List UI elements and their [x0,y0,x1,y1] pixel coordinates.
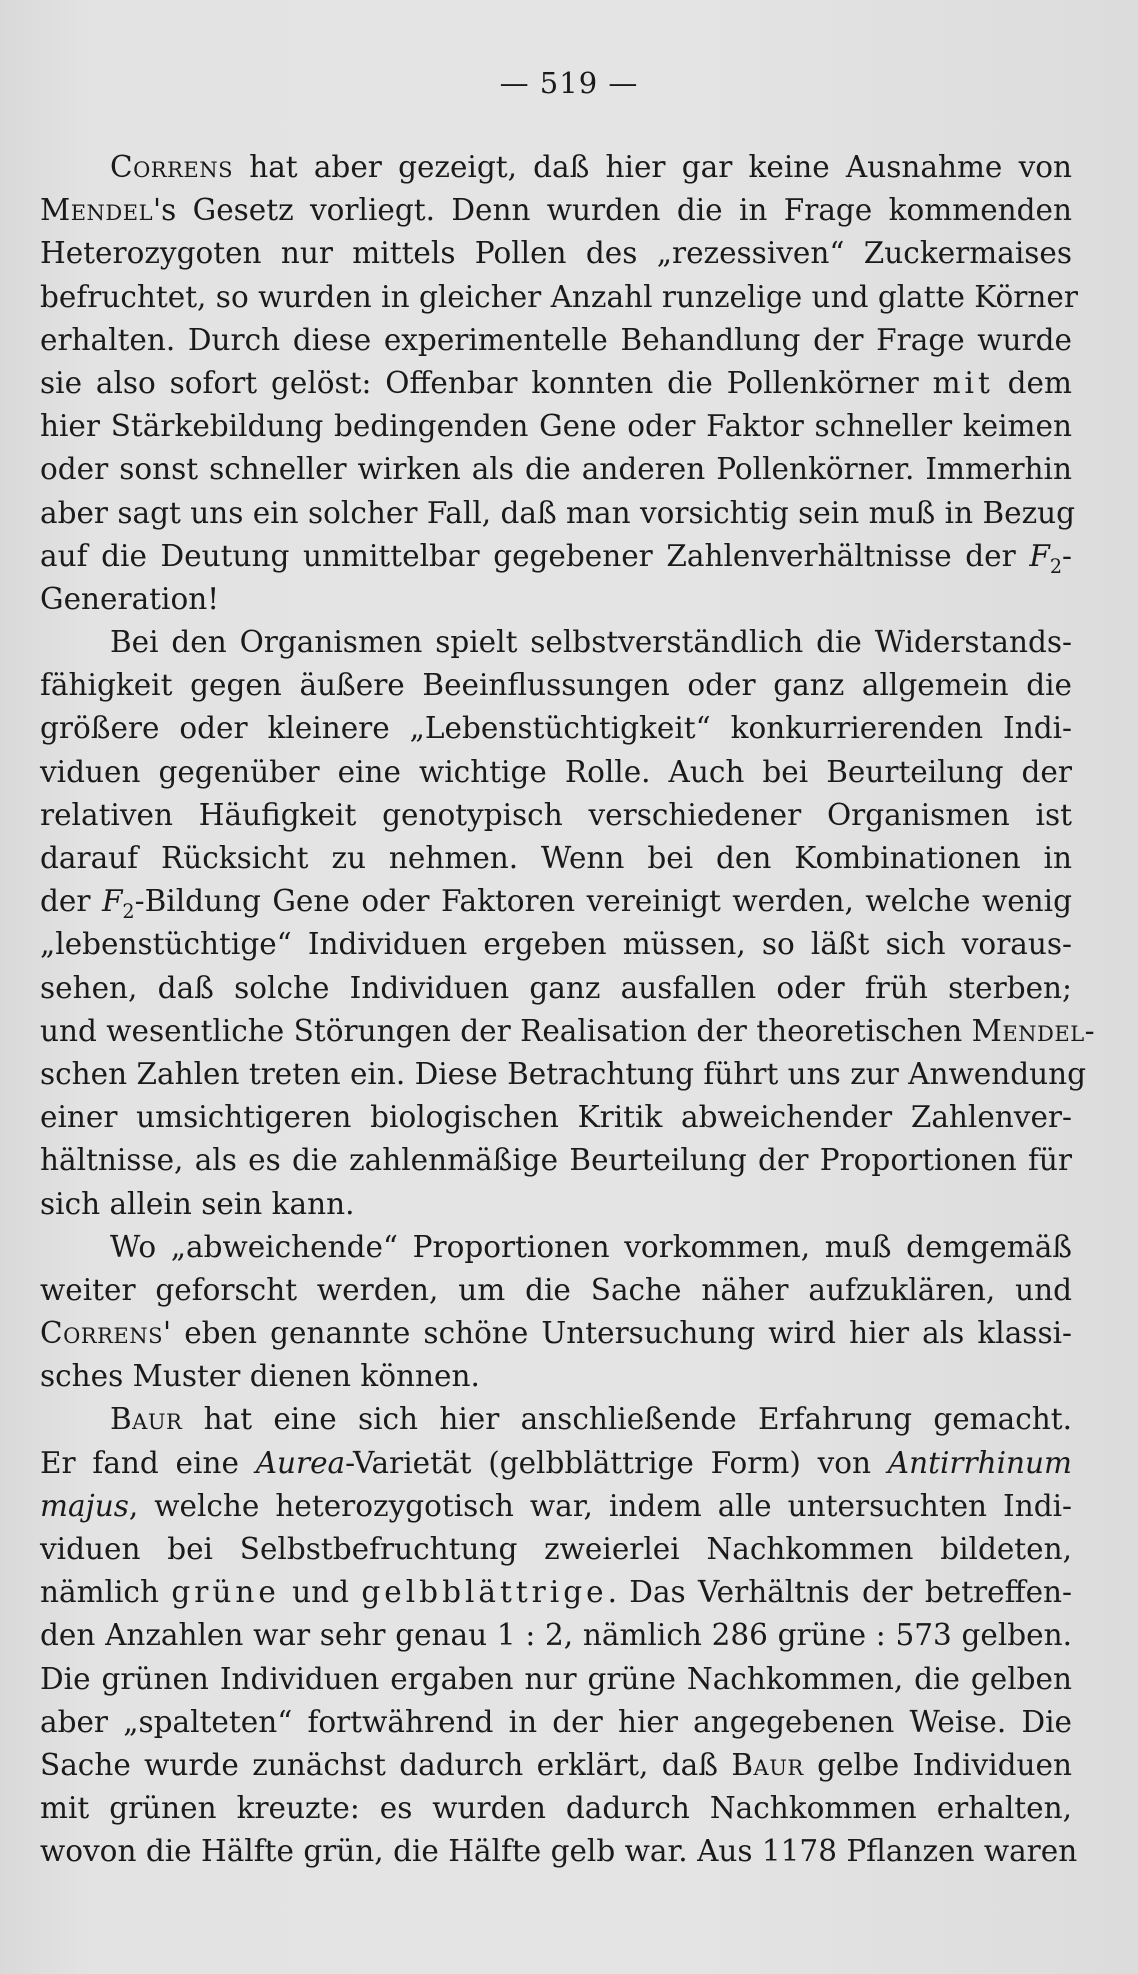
paragraph-2 [40,621,1095,1226]
paragraph-3 [40,1226,1072,1399]
text-line: Bei den Organismen spielt selbstverständlich die Widerstands- [110,625,1072,660]
text-line: der $F_2$-Bildung Gene oder Faktoren vereinigt werden, welche wenig [40,884,1073,924]
text-line: Die grünen Individuen ergaben nur grüne Nachkommen, die gelben [40,1661,1072,1696]
text-line: viduen bei Selbstbefruchtung zweierlei Nachkommen bildeten, [40,1532,1072,1566]
text-line: Baur hat eine sich hier anschließende Erfahrung gemacht. [110,1402,1072,1437]
text-line: erhalten. Durch diese experimentelle Behandlung der Frage wurde [40,322,1072,357]
text-line: Correns hat aber gezeigt, daß hier gar keine Ausnahme von [110,150,1072,184]
text-line: Sache wurde zunächst dadurch erklärt, daß Baur gelbe Individuen [40,1747,1072,1782]
page-number: — 519 — [499,66,639,100]
text-line: befruchtet, so wurden in gleicher Anzahl runzelige und glatte Körner [40,279,1078,314]
text-line: aber sagt uns ein solcher Fall, daß man vorsichtig sein muß in Bezug [40,495,1076,530]
text-line: schen Zahlen treten ein. Diese Betrachtung führt uns zur Anwendung [40,1056,1086,1091]
text-line: Er fand eine Aurea-Varietät (gelbblättrige Form) von Antirrhinum [40,1445,1072,1480]
body-text [40,146,1095,1874]
text-line: Wo „abweichende“ Proportionen vorkommen, muß demgemäß [110,1229,1072,1264]
text-line: Mendel's Gesetz vorliegt. Denn wurden die in Frage kommenden [40,193,1072,228]
text-line: einer umsichtigeren biologischen Kritik abweichender Zahlenver- [40,1100,1072,1135]
text-line: hältnisse, als es die zahlenmäßige Beurteilung der Proportionen für [40,1143,1072,1178]
text-line: und wesentliche Störungen der Realisation der theoretischen Mendel- [40,1013,1095,1048]
text-line: hier Stärkebildung bedingenden Gene oder Faktor schneller keimen [40,409,1072,444]
text-line: fähigkeit gegen äußere Beeinflussungen oder ganz allgemein die [40,668,1072,703]
text-line: Generation! [40,581,220,616]
text-line: oder sonst schneller wirken als die anderen Pollenkörner. Immerhin [40,452,1072,487]
text-line: relativen Häufigkeit genotypisch verschiedener Organismen ist [40,797,1072,832]
text-line: nämlich grüne und gelbblättrige. Das Verhältnis der betreffen- [40,1575,1072,1610]
text-line: sehen, daß solche Individuen ganz ausfallen oder früh sterben; [40,970,1072,1005]
text-line: sches Muster dienen können. [40,1359,480,1394]
text-line: aber „spalteten“ fortwährend in der hier angegebenen Weise. Die [40,1704,1072,1739]
text-line: den Anzahlen war sehr genau 1 : 2, nämlich 286 grüne : 573 gelben. [40,1618,1072,1653]
text-line: Heterozygoten nur mittels Pollen des „rezessiven“ Zuckermaises [40,236,1072,271]
text-line: Correns' eben genannte schöne Untersuchung wird hier als klassi- [40,1316,1072,1351]
text-line: sich allein sein kann. [40,1186,355,1221]
text-line: „lebenstüchtige“ Individuen ergeben müssen, so läßt sich voraus- [40,927,1072,962]
text-line: auf die Deutung unmittelbar gegebener Zahlenverhältnisse der $F_2-$ [40,538,1072,578]
text-line: wovon die Hälfte grün, die Hälfte gelb war. Aus 1178 Pflanzen waren [40,1834,1078,1869]
paragraph-4 [40,1398,1078,1873]
text-line: sie also sofort gelöst: Offenbar konnten die Pollenkörner mit dem [40,365,1072,400]
paragraph-1 [40,146,1078,621]
text-line: majus, welche heterozygotisch war, indem alle untersuchten Indi- [40,1488,1072,1523]
text-line: viduen gegenüber eine wichtige Rolle. Auch bei Beurteilung der [40,754,1072,789]
text-line: mit grünen kreuzte: es wurden dadurch Nachkommen erhalten, [40,1791,1072,1826]
text-line: größere oder kleinere „Lebenstüchtigkeit“ konkurrierenden Indi- [40,711,1072,746]
text-line: darauf Rücksicht zu nehmen. Wenn bei den Kombinationen in [40,841,1072,875]
text-line: weiter geforscht werden, um die Sache näher aufzuklären, und [40,1272,1072,1307]
